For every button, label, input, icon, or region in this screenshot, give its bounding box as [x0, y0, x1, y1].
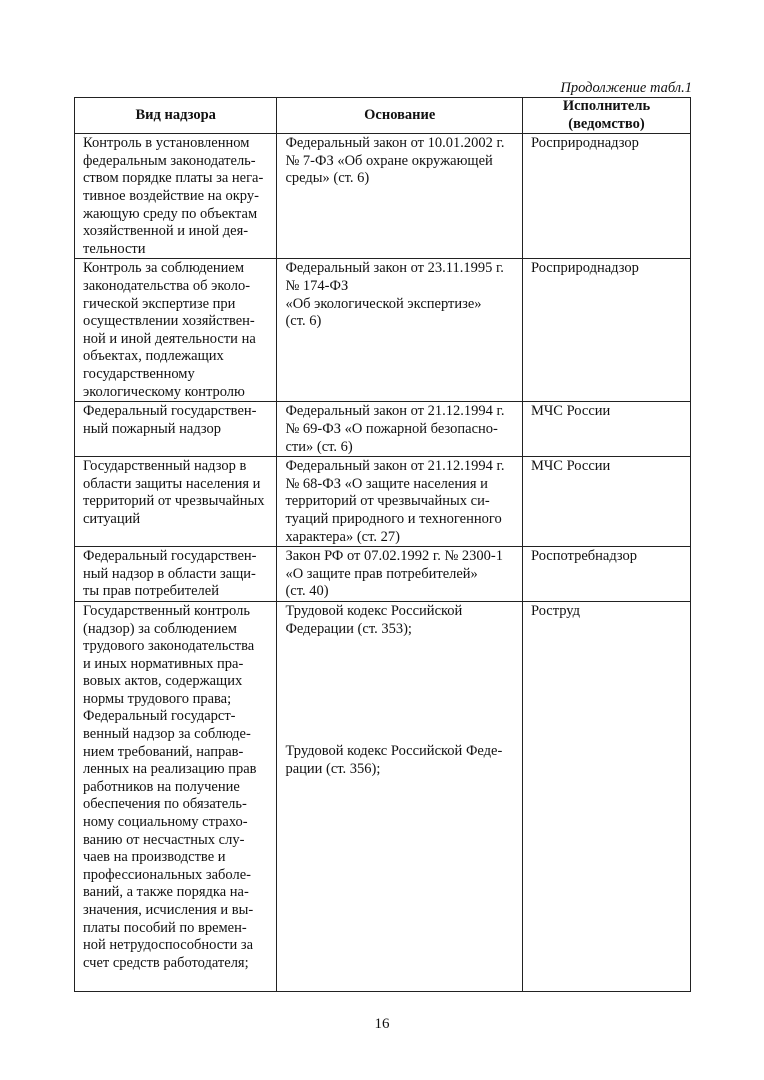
table-row — [75, 601, 691, 991]
cell-line: рации (ст. 356); — [285, 760, 381, 777]
cell-line: Федеральный закон от 21.12.1994 г. — [285, 403, 505, 420]
cell-line: среды» (ст. 6) — [285, 170, 370, 187]
cell-line: счет средств работодателя; — [83, 954, 249, 971]
cell-basis — [277, 547, 523, 602]
cell-line: характера» (ст. 27) — [285, 528, 400, 545]
cell-line: нием требований, направ- — [83, 743, 244, 760]
cell-line: территорий от чрезвычайных — [83, 493, 265, 510]
cell-line: и иных нормативных пра- — [83, 655, 244, 672]
header-executor: Исполнитель (ведомство) — [522, 98, 690, 134]
cell-line: осуществлении хозяйствен- — [83, 313, 255, 330]
cell-line: ный надзор в области защи- — [83, 565, 256, 582]
cell-line: ваний, а также порядка на- — [83, 884, 249, 901]
cell-line: Государственный надзор в — [83, 458, 247, 475]
cell-line: работников на получение — [83, 778, 240, 795]
table-caption: Продолжение табл.1 — [560, 80, 692, 96]
table-header-row — [75, 98, 691, 134]
cell-line: вовых актов, содержащих — [83, 673, 243, 690]
cell-line: федеральным законодатель- — [83, 152, 256, 169]
cell-line: хозяйственной и иной дея- — [83, 223, 249, 240]
table-row — [75, 457, 691, 547]
cell-line: Федеральный закон от 10.01.2002 г. — [285, 135, 505, 152]
cell-line: тельности — [83, 240, 146, 257]
table-row — [75, 259, 691, 402]
header-basis: Основание — [277, 98, 523, 134]
cell-line: сти» (ст. 6) — [285, 438, 353, 455]
cell-line: ной нетрудоспособности за — [83, 937, 254, 954]
cell-type — [75, 402, 277, 457]
cell-line: Контроль в установленном — [83, 135, 250, 152]
cell-basis — [277, 402, 523, 457]
cell-line: экологическому контролю — [83, 383, 245, 400]
cell-line: ной и иной деятельности на — [83, 330, 256, 347]
cell-line: Федеральный закон от 23.11.1995 г. — [285, 260, 504, 277]
cell-line: жающую среду по объектам — [83, 205, 258, 222]
cell-executor: Роструд — [522, 601, 690, 991]
cell-basis — [277, 457, 523, 547]
cell-line: № 69-ФЗ «О пожарной безопасно- — [285, 420, 498, 437]
cell-line: (ст. 40) — [285, 583, 329, 600]
cell-line: ситуаций — [83, 510, 141, 527]
cell-line: Федеральный закон от 21.12.1994 г. — [285, 458, 505, 475]
supervision-table — [74, 97, 691, 992]
cell-line: нормы трудового права; — [83, 690, 232, 707]
cell-line: (надзор) за соблюдением — [83, 620, 237, 637]
cell-line: № 174-ФЗ — [285, 277, 349, 294]
table-row — [75, 402, 691, 457]
cell-line: Федеральный государствен- — [83, 548, 257, 565]
cell-line: платы пособий по времен- — [83, 919, 247, 936]
cell-line: ленных на реализацию прав — [83, 761, 257, 778]
cell-line: Федеральный государст- — [83, 708, 236, 725]
cell-type — [75, 134, 277, 259]
table-row — [75, 547, 691, 602]
cell-line: Федерации (ст. 353); — [285, 620, 412, 637]
cell-line: № 68-ФЗ «О защите населения и — [285, 475, 488, 492]
cell-line: Федеральный государствен- — [83, 403, 257, 420]
cell-line: венный надзор за соблюде- — [83, 726, 251, 743]
cell-basis — [277, 259, 523, 402]
cell-line: законодательства об эколо- — [83, 277, 251, 294]
cell-executor: Роспотребнадзор — [522, 547, 690, 602]
cell-line: государственному — [83, 365, 195, 382]
cell-type — [75, 259, 277, 402]
cell-line: (ст. 6) — [285, 313, 322, 330]
cell-line: территорий от чрезвычайных си- — [285, 493, 490, 510]
cell-line: «О защите прав потребителей» — [285, 565, 478, 582]
cell-basis — [277, 601, 523, 991]
cell-basis — [277, 134, 523, 259]
cell-line: «Об экологической экспертизе» — [285, 295, 482, 312]
cell-line: гической экспертизе при — [83, 295, 236, 312]
cell-line: трудового законодательства — [83, 638, 255, 655]
cell-line: ванию от несчастных слу- — [83, 831, 245, 848]
table-row — [75, 134, 691, 259]
cell-line: № 7-ФЗ «Об охране окружающей — [285, 152, 493, 169]
cell-line: значения, исчисления и вы- — [83, 902, 254, 918]
cell-executor: Росприроднадзор — [522, 259, 690, 402]
cell-line: области защиты населения и — [83, 475, 261, 492]
cell-executor: Росприроднадзор — [522, 134, 690, 259]
cell-executor: МЧС России — [522, 457, 690, 547]
cell-line: Государственный контроль — [83, 602, 250, 619]
cell-line: Контроль за соблюдением — [83, 260, 245, 277]
cell-line: профессиональных заболе- — [83, 866, 251, 883]
cell-executor: МЧС России — [522, 402, 690, 457]
cell-line: Трудовой кодекс Российской Феде- — [285, 743, 503, 760]
cell-line: ный пожарный надзор — [83, 420, 222, 437]
page-number: 16 — [374, 1016, 390, 1032]
cell-line: ты прав потребителей — [83, 583, 219, 600]
cell-line: Закон РФ от 07.02.1992 г. № 2300-1 — [285, 548, 503, 565]
cell-line: тивное воздействие на окру- — [83, 187, 259, 204]
header-type: Вид надзора — [75, 98, 277, 134]
cell-line: туаций природного и техногенного — [285, 510, 502, 527]
cell-line: Трудовой кодекс Российской — [285, 602, 463, 619]
cell-line: чаев на производстве и — [83, 849, 226, 866]
cell-line: обеспечения по обязатель- — [83, 796, 247, 813]
cell-type — [75, 547, 277, 602]
cell-line: объектах, подлежащих — [83, 348, 224, 365]
cell-type — [75, 601, 277, 991]
cell-type — [75, 457, 277, 547]
cell-line: ством порядке платы за нега- — [83, 170, 264, 187]
cell-line: ному социальному страхо- — [83, 814, 248, 831]
